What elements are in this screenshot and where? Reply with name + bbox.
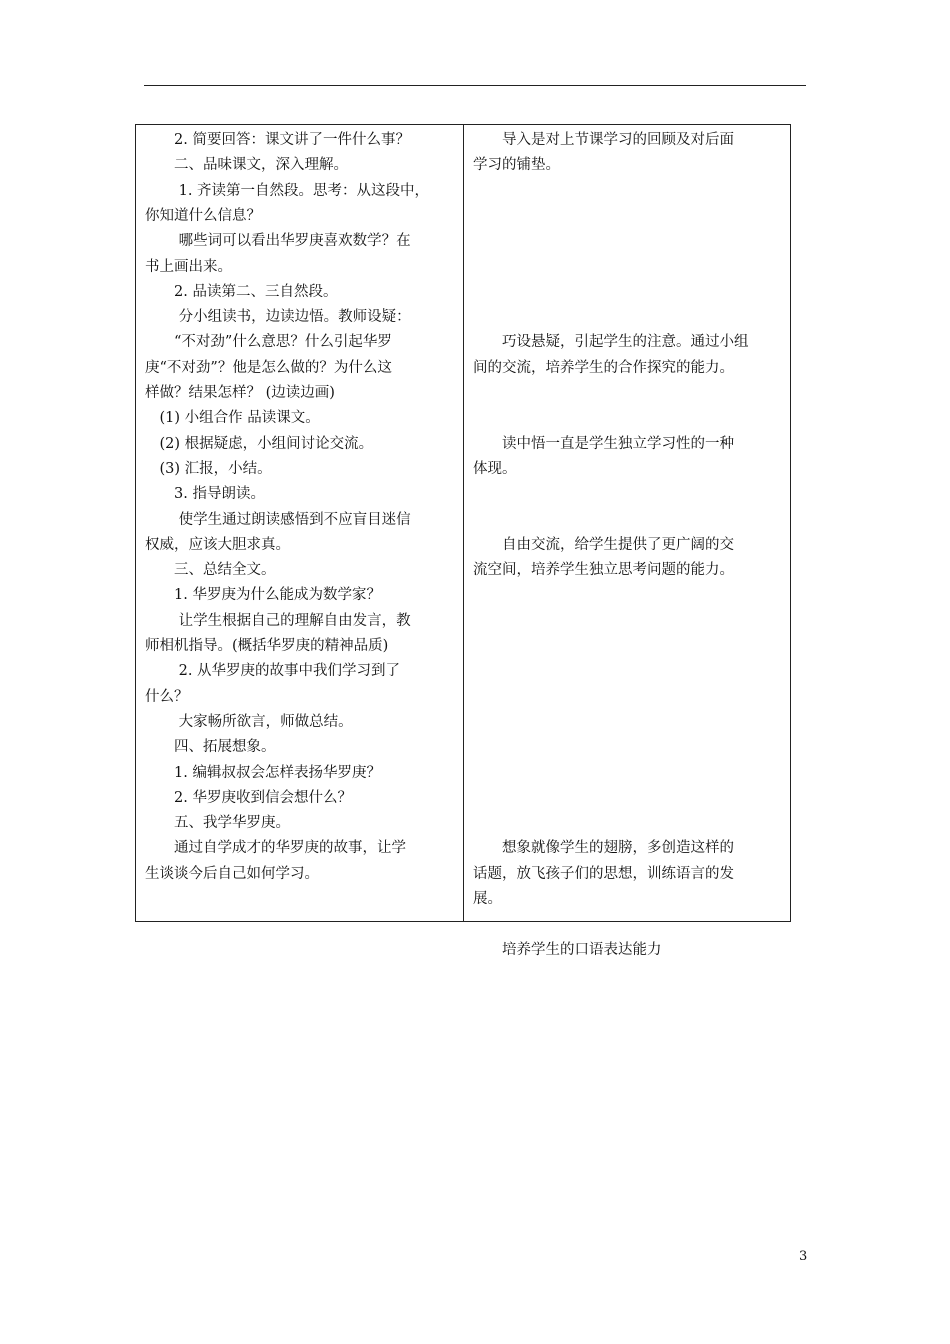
process-line: 3. 指导朗读。 (145, 486, 265, 503)
design-intent-line: 培养学生的口语表达能力 (473, 941, 662, 958)
column-divider (463, 125, 464, 921)
process-line: 权威，应该大胆求真。 (145, 536, 290, 553)
process-line: 五、我学华罗庚。 (145, 815, 290, 832)
process-line: 大家畅所欲言，师做总结。 (145, 713, 353, 730)
design-intent-line: 话题，放飞孩子们的思想，训练语言的发 (473, 865, 734, 882)
design-intent-line: 体现。 (473, 460, 517, 477)
process-line: (1) 小组合作 品读课文。 (145, 410, 320, 427)
process-line: 三、总结全文。 (145, 562, 276, 579)
process-line: 使学生通过朗读感悟到不应盲目迷信 (145, 511, 411, 528)
process-line: 四、拓展想象。 (145, 739, 276, 756)
design-intent-line: 读中悟一直是学生独立学习性的一种 (473, 435, 734, 452)
process-line: 哪些词可以看出华罗庚喜欢数学？在 (145, 233, 411, 250)
process-line: 你知道什么信息？ (145, 207, 261, 224)
design-intent-line: 学习的铺垫。 (473, 157, 560, 174)
process-line: 2. 从华罗庚的故事中我们学习到了 (145, 663, 401, 680)
process-line: 让学生根据自己的理解自由发言，教 (145, 612, 411, 629)
design-intent-line: 巧设悬疑，引起学生的注意。通过小组 (473, 334, 749, 351)
page-number: 3 (799, 1249, 808, 1264)
header-rule (144, 85, 806, 86)
process-line: 师相机指导。(概括华罗庚的精神品质) (145, 638, 389, 654)
design-intent-line: 导入是对上节课学习的回顾及对后面 (473, 132, 734, 148)
process-line: 分小组读书，边读边悟。教师设疑： (145, 309, 411, 326)
design-intent-line: 自由交流，给学生提供了更广阔的交 (473, 536, 734, 553)
process-line: 样做？结果怎样？ (边读边画) (145, 385, 335, 401)
process-line: 二、品味课文，深入理解。 (145, 157, 348, 174)
design-intent-line: 间的交流，培养学生的合作探究的能力。 (473, 359, 734, 376)
process-line: (3) 汇报，小结。 (145, 460, 272, 477)
process-line: 2. 品读第二、三自然段。 (145, 283, 338, 300)
process-line: (2) 根据疑虑，小组间讨论交流。 (145, 435, 374, 452)
design-intent-line: 展。 (473, 891, 502, 907)
process-line: 什么？ (145, 688, 189, 705)
process-line: 生谈谈今后自己如何学习。 (145, 865, 319, 882)
process-line: 2. 简要回答：课文讲了一件什么事？ (145, 132, 410, 148)
process-line: 书上画出来。 (145, 258, 232, 275)
process-line: 通过自学成才的华罗庚的故事，让学 (145, 840, 406, 857)
design-intent-line: 想象就像学生的翅膀，多创造这样的 (473, 840, 734, 857)
process-line: 1. 齐读第一自然段。思考：从这段中， (145, 182, 430, 199)
process-line: 1. 编辑叔叔会怎样表扬华罗庚？ (145, 764, 381, 781)
process-line: 1. 华罗庚为什么能成为数学家？ (145, 587, 381, 604)
process-line: 庚“不对劲”？他是怎么做的？为什么这 (145, 359, 392, 376)
process-line: “不对劲”什么意思？什么引起华罗 (145, 334, 392, 351)
process-line: 2. 华罗庚收到信会想什么？ (145, 789, 352, 806)
design-intent-line: 流空间，培养学生独立思考问题的能力。 (473, 562, 734, 579)
lesson-plan-table (135, 124, 791, 958)
